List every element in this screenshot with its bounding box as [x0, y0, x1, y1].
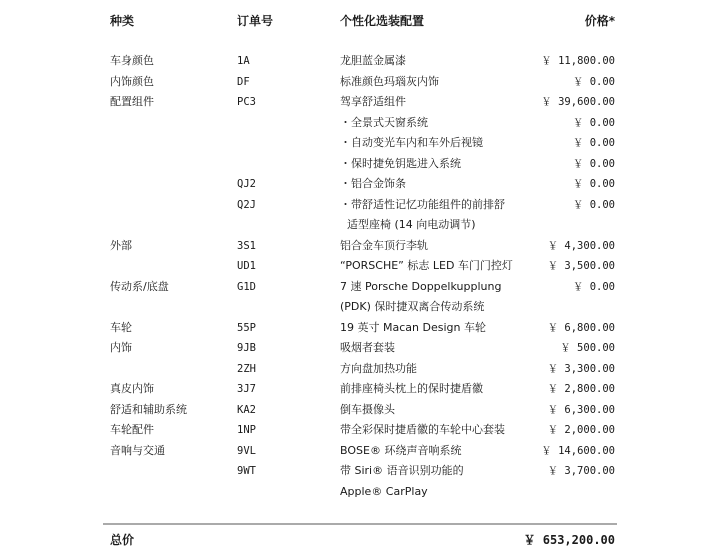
row-category: 外部	[110, 238, 132, 252]
row-price: ￥ 0.00	[572, 75, 615, 88]
table-row	[0, 338, 720, 359]
row-description-line: 19 英寸 Macan Design 车轮	[340, 320, 486, 334]
row-price: ￥ 2,000.00	[547, 424, 615, 436]
table-row	[0, 359, 720, 380]
row-description	[340, 113, 528, 134]
table-row	[0, 236, 720, 257]
row-description	[340, 338, 528, 359]
total-divider	[103, 523, 617, 525]
row-description-line: 吸烟者套装	[340, 341, 395, 354]
row-description	[340, 461, 528, 502]
row-order-code: KA2	[237, 403, 256, 416]
row-price: ￥ 6,300.00	[547, 403, 615, 416]
table-row	[0, 133, 720, 154]
row-price: ￥ 14,600.00	[541, 444, 615, 457]
row-description	[340, 318, 528, 339]
row-description-line: BOSE® 环绕声音响系统	[340, 443, 462, 457]
row-category: 音响与交通	[110, 443, 165, 457]
table-row	[0, 379, 720, 400]
header-order-code: 订单号	[237, 14, 274, 28]
row-price: ￥ 3,300.00	[547, 362, 615, 375]
row-price: ￥ 4,300.00	[547, 239, 615, 252]
row-description-line: (PDK) 保时捷双离合传动系统	[340, 300, 485, 313]
row-description	[340, 133, 528, 154]
row-description	[340, 51, 528, 72]
total-value: ￥ 653,200.00	[523, 533, 615, 547]
row-description	[340, 441, 528, 462]
row-order-code: 9VL	[237, 444, 256, 457]
table-row	[0, 318, 720, 339]
table-row	[0, 441, 720, 462]
table-row	[0, 51, 720, 72]
row-order-code: Q2J	[237, 198, 256, 211]
row-description-line: 方向盘加热功能	[340, 361, 417, 375]
row-category: 车轮配件	[110, 423, 154, 436]
row-category: 车身颜色	[110, 54, 154, 67]
row-order-code: 3J7	[237, 383, 256, 395]
row-description	[340, 277, 528, 318]
row-description	[340, 154, 528, 175]
row-description	[340, 236, 528, 257]
row-category: 传动系/底盘	[110, 279, 169, 293]
row-category: 内饰	[110, 341, 132, 354]
row-description-line: 龙胆蓝金属漆	[340, 54, 406, 67]
row-category: 内饰颜色	[110, 74, 154, 88]
row-price: ￥ 11,800.00	[541, 55, 615, 67]
row-price: ￥ 0.00	[572, 198, 615, 211]
row-description-line: 带全彩保时捷盾徽的车轮中心套装	[340, 423, 505, 436]
table-row	[0, 420, 720, 441]
row-price: ￥ 39,600.00	[541, 96, 615, 108]
row-order-code: 9WT	[237, 465, 256, 477]
header-price: 价格*	[584, 14, 615, 28]
row-description-line: 驾享舒适组件	[340, 95, 406, 108]
table-row	[0, 461, 720, 502]
row-price: ￥ 0.00	[572, 280, 615, 293]
table-row	[0, 174, 720, 195]
row-order-code: PC3	[237, 96, 256, 108]
table-row	[0, 92, 720, 113]
header-configuration: 个性化选装配置	[340, 14, 425, 28]
row-price: ￥ 3,700.00	[547, 465, 615, 477]
row-description-line: “PORSCHE” 标志 LED 车门门控灯	[340, 259, 513, 272]
row-order-code: 3S1	[237, 239, 256, 252]
row-description-line: 7 速 Porsche Doppelkupplung	[340, 279, 502, 293]
table-row	[0, 256, 720, 277]
row-order-code: 2ZH	[237, 362, 256, 375]
row-description	[340, 256, 528, 277]
row-price: ￥ 3,500.00	[547, 260, 615, 272]
row-description-line: ・保时捷免钥匙进入系统	[340, 156, 461, 170]
row-description-line: 倒车摄像头	[340, 402, 395, 416]
row-price: ￥ 2,800.00	[547, 383, 615, 395]
row-price: ￥ 0.00	[572, 178, 615, 190]
row-price: ￥ 0.00	[572, 157, 615, 170]
row-description-line: ・自动变光车内和车外后视镜	[340, 136, 483, 149]
table-row	[0, 400, 720, 421]
row-description	[340, 72, 528, 93]
table-row	[0, 72, 720, 93]
row-price: ￥ 500.00	[560, 342, 615, 354]
table-row	[0, 195, 720, 236]
row-description-line: Apple® CarPlay	[340, 484, 428, 498]
row-description-line: ・铝合金饰条	[340, 177, 406, 190]
row-order-code: 1A	[237, 55, 250, 67]
row-description-line: 铝合金车顶行李轨	[340, 238, 428, 252]
header-category: 种类	[110, 14, 135, 28]
row-description-line: 带 Siri® 语音识别功能的	[340, 464, 464, 477]
row-order-code: 9JB	[237, 342, 256, 354]
total-label: 总价	[110, 533, 135, 547]
row-description-line: 前排座椅头枕上的保时捷盾徽	[340, 382, 483, 395]
row-description	[340, 400, 528, 421]
row-price: ￥ 0.00	[572, 116, 615, 129]
row-description	[340, 420, 528, 441]
row-category: 真皮内饰	[110, 382, 154, 395]
row-description-line: 标准颜色玛瑙灰内饰	[340, 74, 439, 88]
row-order-code: UD1	[237, 260, 256, 272]
row-description	[340, 359, 528, 380]
row-price: ￥ 6,800.00	[547, 321, 615, 334]
row-description	[340, 379, 528, 400]
row-order-code: G1D	[237, 280, 256, 293]
row-price: ￥ 0.00	[572, 137, 615, 149]
row-description	[340, 92, 528, 113]
row-description-line: ・全景式天窗系统	[340, 115, 428, 129]
row-description-line: 适型座椅 (14 向电动调节)	[340, 218, 476, 231]
row-description-line: ・带舒适性记忆功能组件的前排舒	[340, 197, 505, 211]
row-category: 舒适和辅助系统	[110, 402, 187, 416]
options-table	[0, 51, 720, 502]
row-description	[340, 195, 528, 236]
table-row	[0, 113, 720, 134]
row-description	[340, 174, 528, 195]
row-order-code: QJ2	[237, 178, 256, 190]
table-row	[0, 277, 720, 318]
row-order-code: DF	[237, 75, 250, 88]
row-order-code: 55P	[237, 321, 256, 334]
table-row	[0, 154, 720, 175]
row-category: 车轮	[110, 320, 132, 334]
row-order-code: 1NP	[237, 424, 256, 436]
row-category: 配置组件	[110, 95, 154, 108]
